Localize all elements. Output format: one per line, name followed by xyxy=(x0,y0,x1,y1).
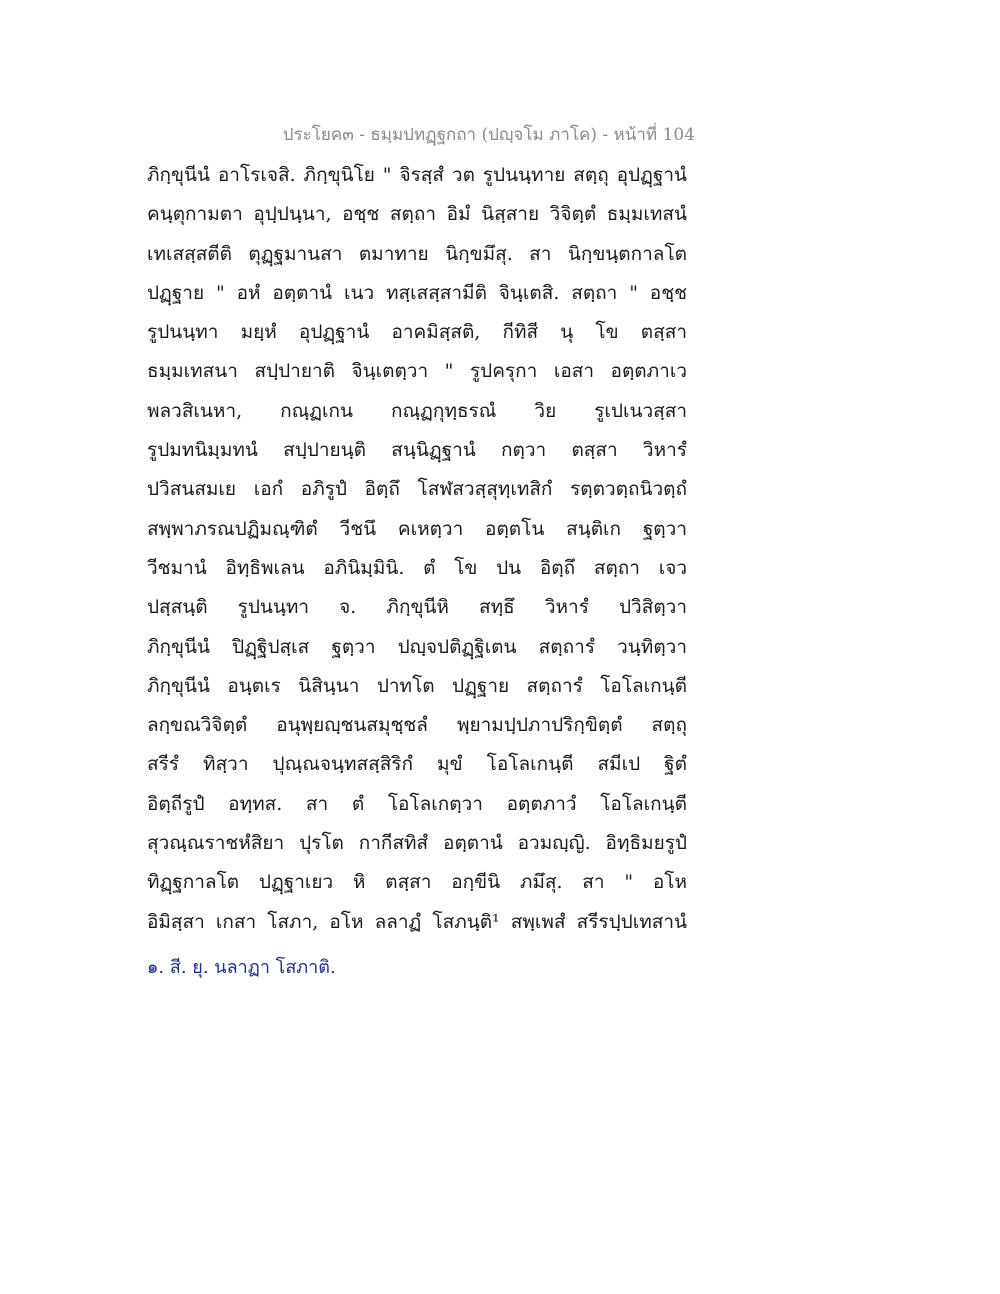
text-line: ทิฏฺฐกาลโต ปฏฺฐาเยว หิ ตสฺสา อกฺขีนิ ภมึสุ. สา " อโห xyxy=(147,871,687,894)
text-line: อิมิสฺสา เกสา โสภา, อโห ลลาฏํ โสภนฺติ¹ สพฺเพสํ สรีรปฺปเทสานํ xyxy=(147,910,687,933)
text-line: สพฺพาภรณปฏิมณฺฑิตํ วีชนึ คเหตฺวา อตฺตโน สนฺติเก ฐตฺวา xyxy=(147,517,687,540)
page-header: ประโยค๓ - ธมฺมปทฏฺฐกถา (ปญฺจโม ภาโค) - หน้าที่ 104 xyxy=(282,125,695,145)
text-line: คนฺตุกามตา อุปฺปนฺนา, อชฺช สตฺถา อิมํ นิสฺสาย วิจิตฺตํ ธมฺมเทสนํ xyxy=(147,203,687,226)
text-line: รูปมทนิมฺมทนํ สปฺปายนฺติ สนฺนิฏฺฐานํ กตฺวา ตสฺสา วิหารํ xyxy=(147,439,687,462)
text-line: ธมฺมเทสนา สปฺปายาติ จินฺเตตฺวา " รูปครุกา เอสา อตฺตภาเว xyxy=(147,360,687,383)
text-line: ภิกฺขุนีนํ อาโรเจสิ. ภิกฺขุนิโย " จิรสฺสํ วต รูปนนฺทาย สตฺถุ อุปฏฺฐานํ xyxy=(147,164,687,186)
text-line: ภิกฺขุนีนํ ปิฏฺฐิปสฺเส ฐตฺวา ปญฺจปติฏฺฐิเตน สตฺถารํ วนฺทิตฺวา xyxy=(147,635,687,658)
text-line: ปฏฺฐาย " อหํ อตฺตานํ เนว ทสฺเสสฺสามีติ จินฺเตสิ. สตฺถา " อชฺช xyxy=(147,281,687,304)
body-text xyxy=(147,156,687,942)
text-line: สรีรํ ทิสฺวา ปุณฺณจนฺทสสฺสิริกํ มุขํ โอโลเกนฺตี สมีเป ฐิตํ xyxy=(147,753,687,776)
text-line: รูปนนฺทา มยฺหํ อุปฏฺฐานํ อาคมิสฺสติ, กีทิสี นุ โข ตสฺสา xyxy=(147,321,687,344)
text-line: วีชมานํ อิทฺธิพเลน อภินิมฺมินิ. ตํ โข ปน อิตฺถึ สตฺถา เจว xyxy=(147,556,687,579)
text-line: สุวณฺณราชหํสิยา ปุรโต กากีสทิสํ อตฺตานํ อวมญฺญิ. อิทฺธิมยรูปํ xyxy=(147,832,687,855)
text-line: ปสฺสนฺติ รูปนนฺทา จ. ภิกฺขุนีหิ สทฺธึ วิหารํ ปวิสิตฺวา xyxy=(147,596,687,619)
text-line: อิตฺถีรูปํ อทฺทส. สา ตํ โอโลเกตฺวา อตฺตภาวํ โอโลเกนฺตี xyxy=(147,792,687,815)
text-line: ลกฺขณวิจิตฺตํ อนุพฺยญฺชนสมุชฺชลํ พฺยามปฺปภาปริกฺขิตฺตํ สตฺถุ xyxy=(147,714,687,737)
text-line: เทเสสฺสตีติ ตุฏฺฐมานสา ตมาทาย นิกฺขมึสุ. สา นิกฺขนฺตกาลโต xyxy=(147,242,687,265)
footnote: ๑. สี. ยุ. นลาฏา โสภาติ. xyxy=(147,957,336,978)
text-line: ปวิสนสมเย เอกํ อภิรูปํ อิตฺถึ โสฬสวสฺสุทฺเทสิกํ รตฺตวตฺถนิวตฺถํ xyxy=(147,478,687,501)
text-line: ภิกฺขุนีนํ อนฺตเร นิสินฺนา ปาทโต ปฏฺฐาย สตฺถารํ โอโลเกนฺตี xyxy=(147,674,687,697)
text-line: พลวสิเนหา, กณฺฏเกน กณฺฏกุทฺธรณํ วิย รูเปเนวสฺสา xyxy=(147,399,687,422)
